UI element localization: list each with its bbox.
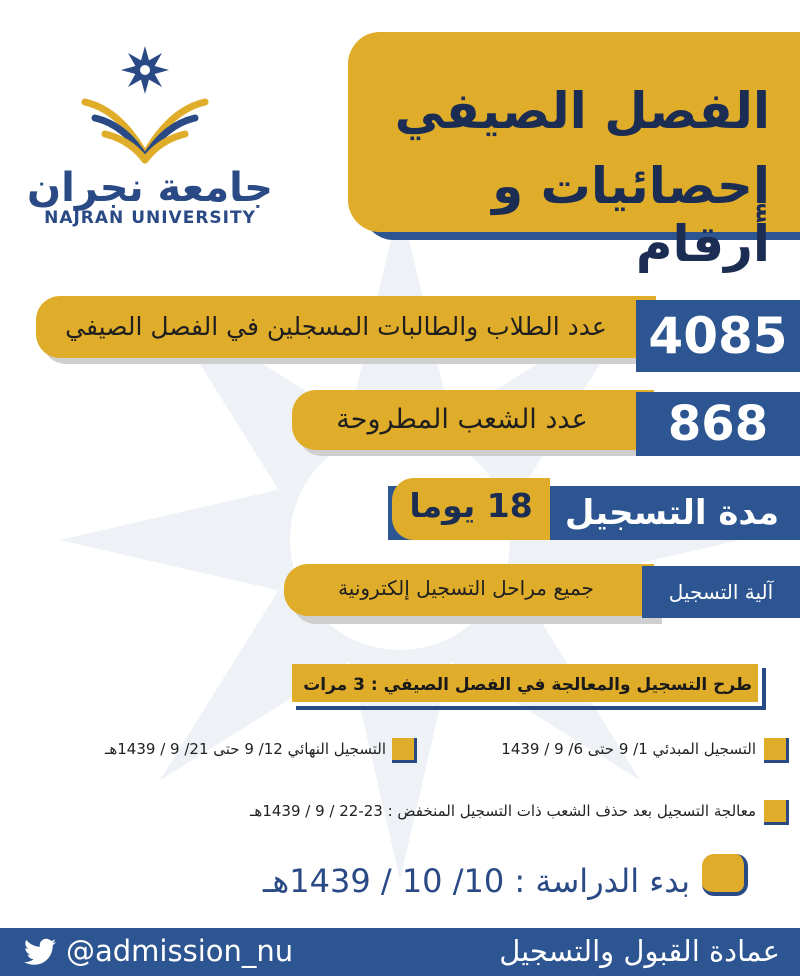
stat-sections-pill: [292, 390, 654, 450]
stat-sections-value: 868: [636, 392, 800, 456]
footer-bar: [0, 928, 800, 976]
stat-mechanism-value: جميع مراحل التسجيل إلكترونية: [338, 576, 594, 600]
twitter-bird-icon[interactable]: [24, 938, 56, 966]
detail-final-registration: التسجيل النهائي 12/ 9 حتى 21/ 9 / 1439هـ: [104, 740, 386, 758]
title-line-2: إحصائيات و أرقام: [492, 157, 770, 273]
study-start-date: بدء الدراسة : 10/ 10 / 1439هـ: [263, 862, 690, 900]
university-logo: [20, 40, 280, 240]
twitter-handle[interactable]: @admission_nu: [66, 934, 294, 968]
bullet-square-icon: [764, 738, 789, 763]
stat-duration-value: 18 يوما: [409, 486, 533, 525]
logo-english-name: NAJRAN UNIVERSITY: [44, 208, 256, 228]
stat-students-pill: [36, 296, 656, 358]
title-banner: [348, 32, 800, 273]
stat-students-label: عدد الطلاب والطالبات المسجلين في الفصل الصيفي: [65, 312, 607, 341]
title-line-1: الفصل الصيفي: [394, 82, 770, 140]
stat-duration-label: مدة التسجيل: [564, 493, 780, 533]
stat-mechanism-label: آلية التسجيل: [642, 566, 800, 618]
detail-initial-registration: التسجيل المبدئي 1/ 9 حتى 6/ 9 / 1439: [501, 740, 756, 758]
bullet-square-icon: [764, 800, 789, 825]
star-icon: [121, 46, 169, 94]
stat-mechanism-pill: [284, 564, 654, 616]
bullet-square-icon: [392, 738, 417, 763]
bullet-square-icon: [702, 854, 748, 896]
stat-duration-pill: [392, 478, 550, 540]
detail-processing: معالجة التسجيل بعد حذف الشعب ذات التسجيل المنخفض : 23-22 / 9 / 1439هـ: [250, 802, 756, 820]
logo-emblem: [20, 40, 280, 170]
details-heading: طرح التسجيل والمعالجة في الفصل الصيفي : 3 مرات: [303, 675, 752, 695]
stat-sections-label: عدد الشعب المطروحة: [336, 404, 588, 435]
logo-arabic-name: جامعة نجران: [27, 165, 273, 211]
deanship-name: عمادة القبول والتسجيل: [499, 934, 780, 968]
palm-leaves-icon: [85, 102, 205, 160]
background-star-watermark: [0, 180, 800, 900]
stat-students-value: 4085: [636, 300, 800, 372]
